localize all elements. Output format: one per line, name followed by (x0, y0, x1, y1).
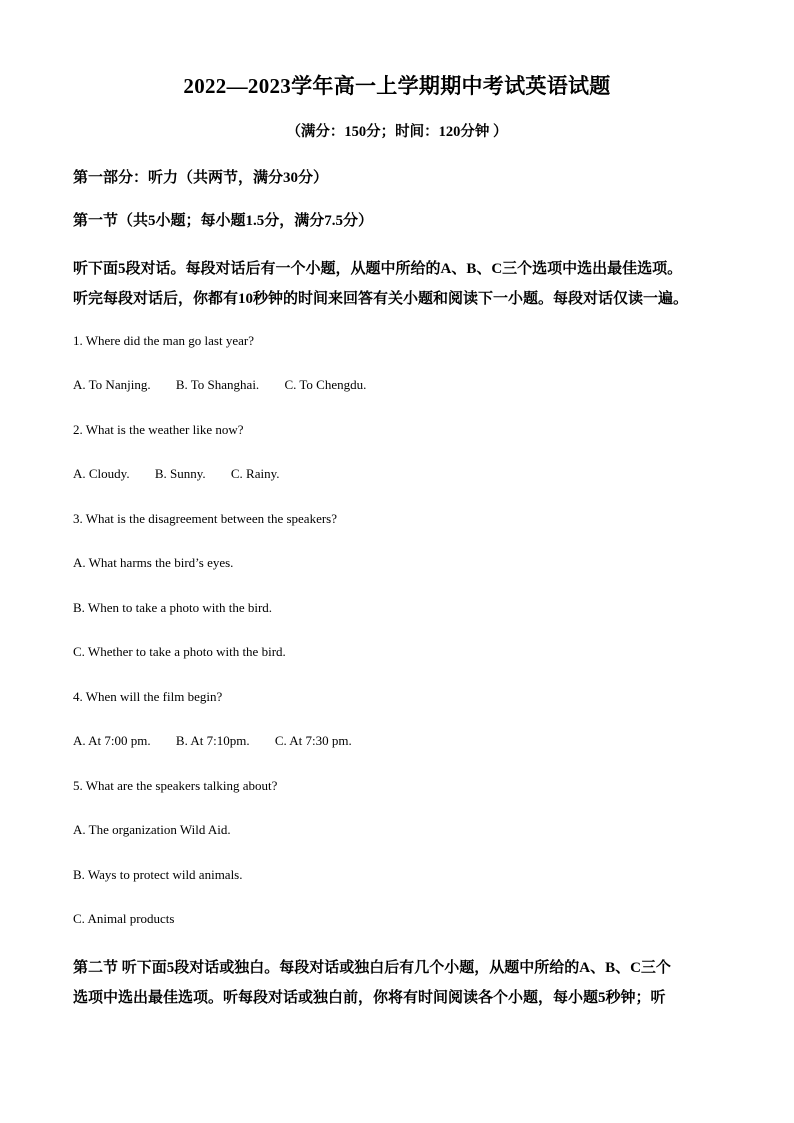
question-1-option-c: C. To Chengdu. (284, 377, 367, 392)
question-4-options (73, 733, 352, 749)
exam-info: （满分：150分；时间：120分钟 ） (286, 124, 508, 140)
section1-instructions-line-1: 听下面5段对话。每段对话后有一个小题，从题中所给的A、B、C三个选项中选出最佳选项。 (73, 261, 683, 277)
question-1-option-b: B. To Shanghai. (175, 377, 260, 392)
question-4-text: 4. When will the film begin? (73, 689, 223, 704)
question-3-option-b: B. When to take a photo with the bird. (73, 600, 273, 615)
question-1-options (73, 377, 366, 393)
part1-heading: 第一部分：听力（共两节，满分30分） (73, 170, 329, 186)
section2-instructions-line-2: 选项中选出最佳选项。听每段对话或独白前，你将有时间阅读各个小题，每小题5秒钟；听 (73, 990, 666, 1006)
question-2-options (73, 466, 280, 482)
page-title: 2022—2023学年高一上学期期中考试英语试题 (183, 74, 611, 98)
question-2-text: 2. What is the weather like now? (73, 422, 244, 437)
question-2-option-b: B. Sunny. (154, 466, 206, 481)
section2-instructions-line-1: 第二节 听下面5段对话或独白。每段对话或独白后有几个小题，从题中所给的A、B、C三个 (73, 960, 671, 976)
question-5-option-c: C. Animal products (73, 911, 175, 926)
question-5-text: 5. What are the speakers talking about? (73, 778, 278, 793)
question-5-option-a: A. The organization Wild Aid. (73, 822, 231, 837)
section1-heading: 第一节（共5小题；每小题1.5分，满分7.5分） (73, 213, 374, 229)
question-2-option-c: C. Rainy. (230, 466, 280, 481)
question-3-text: 3. What is the disagreement between the speakers? (73, 511, 337, 526)
question-1-option-a: A. To Nanjing. (73, 377, 151, 392)
question-4-option-a: A. At 7:00 pm. (73, 733, 151, 748)
question-1-text: 1. Where did the man go last year? (73, 333, 254, 348)
question-2-option-a: A. Cloudy. (73, 466, 130, 481)
question-3-option-a: A. What harms the bird’s eyes. (73, 555, 234, 570)
question-4-option-c: C. At 7:30 pm. (274, 733, 352, 748)
question-5-option-b: B. Ways to protect wild animals. (73, 867, 243, 882)
section1-instructions-line-2: 听完每段对话后，你都有10秒钟的时间来回答有关小题和阅读下一小题。每段对话仅读一遍。 (73, 291, 689, 307)
question-3-option-c: C. Whether to take a photo with the bird. (73, 644, 286, 659)
question-4-option-b: B. At 7:10pm. (175, 733, 250, 748)
